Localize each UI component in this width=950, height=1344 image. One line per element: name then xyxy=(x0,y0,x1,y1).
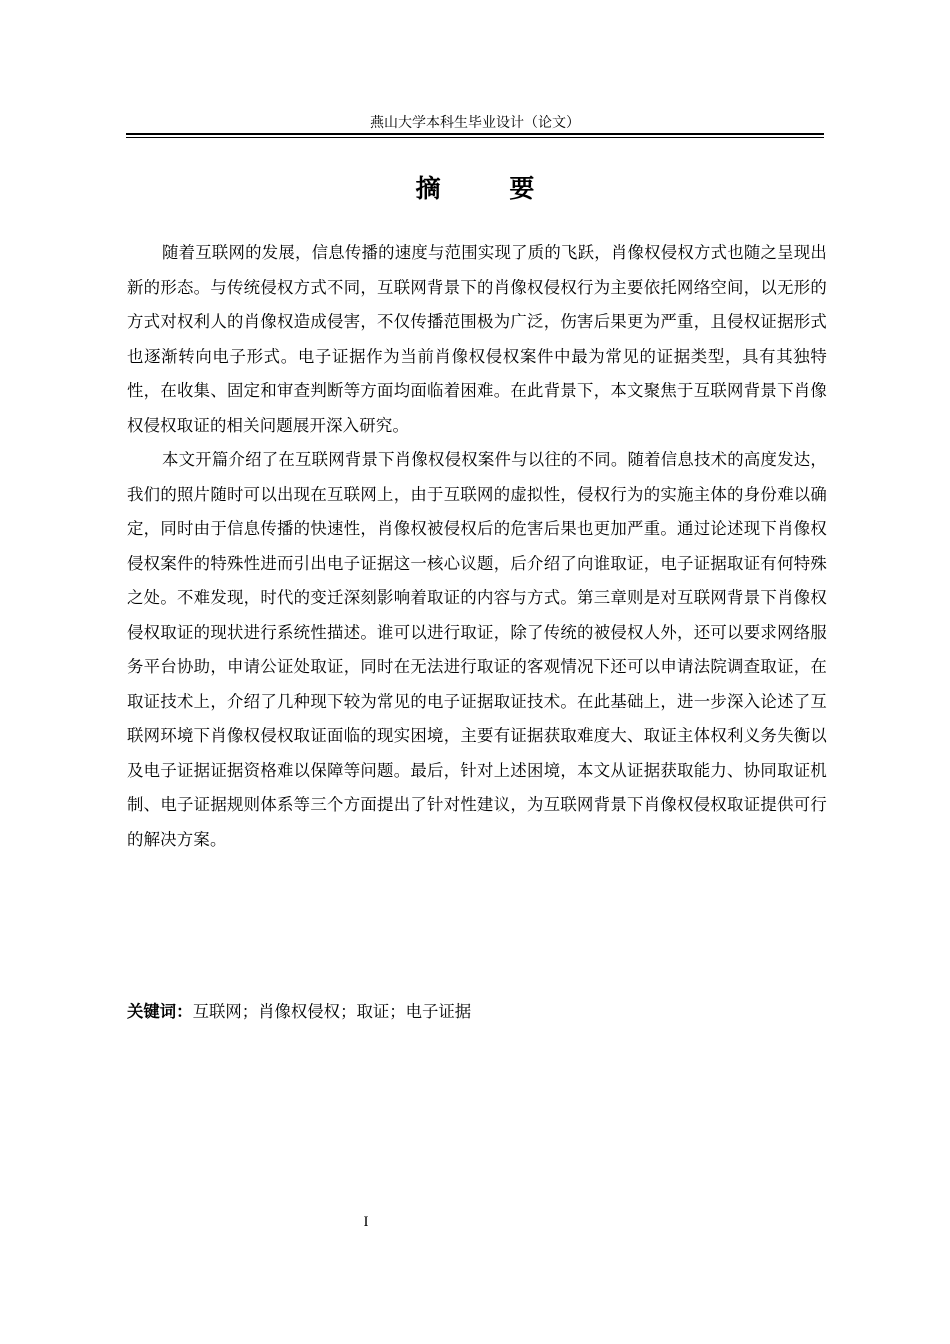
keywords-label: 关键词： xyxy=(127,1002,193,1021)
keywords-line xyxy=(127,1000,825,1024)
abstract-paragraph-2: 本文开篇介绍了在互联网背景下肖像权侵权案件与以往的不同。随着信息技术的高度发达，我们的照片随时可以出现在互联网上，由于互联网的虚拟性，侵权行为的实施主体的身份难以确定，同时由于信息传播的快速性，肖像权被侵权后的危害后果也更加严重。通过论述现下肖像权侵权案件的特殊性进而引出电子证据这一核心议题，后介绍了向谁取证，电子证据取证有何特殊之处。不难发现，时代的变迁深刻影响着取证的内容与方式。第三章则是对互联网背景下肖像权侵权取证的现状进行系统性描述。谁可以进行取证，除了传统的被侵权人外，还可以要求网络服务平台协助，申请公证处取证，同时在无法进行取证的客观情况下还可以申请法院调查取证，在取证技术上，介绍了几种现下较为常见的电子证据取证技术。在此基础上，进一步深入论述了互联网环境下肖像权侵权取证面临的现实困境，主要有证据获取难度大、取证主体权利义务失衡以及电子证据证据资格难以保障等问题。最后，针对上述困境，本文从证据获取能力、协同取证机制、电子证据规则体系等三个方面提出了针对性建议，为互联网背景下肖像权侵权取证提供可行的解决方案。 xyxy=(127,450,827,849)
abstract-title: 摘 要 xyxy=(415,174,565,203)
running-header: 燕山大学本科生毕业设计（论文） xyxy=(370,115,580,131)
abstract-paragraph-1: 随着互联网的发展，信息传播的速度与范围实现了质的飞跃，肖像权侵权方式也随之呈现出新的形态。与传统侵权方式不同，互联网背景下的肖像权侵权行为主要依托网络空间，以无形的方式对权利人的肖像权造成侵害，不仅传播范围极为广泛，伤害后果更为严重，且侵权证据形式也逐渐转向电子形式。电子证据作为当前肖像权侵权案件中最为常见的证据类型，具有其独特性，在收集、固定和审查判断等方面均面临着困难。在此背景下，本文聚焦于互联网背景下肖像权侵权取证的相关问题展开深入研究。 xyxy=(127,243,827,435)
header-rule-thick xyxy=(126,133,824,135)
page-number: I xyxy=(363,1214,369,1230)
abstract-body xyxy=(127,236,827,857)
keywords-value: 互联网；肖像权侵权；取证；电子证据 xyxy=(192,1002,472,1021)
header-rule-thin xyxy=(126,137,824,138)
